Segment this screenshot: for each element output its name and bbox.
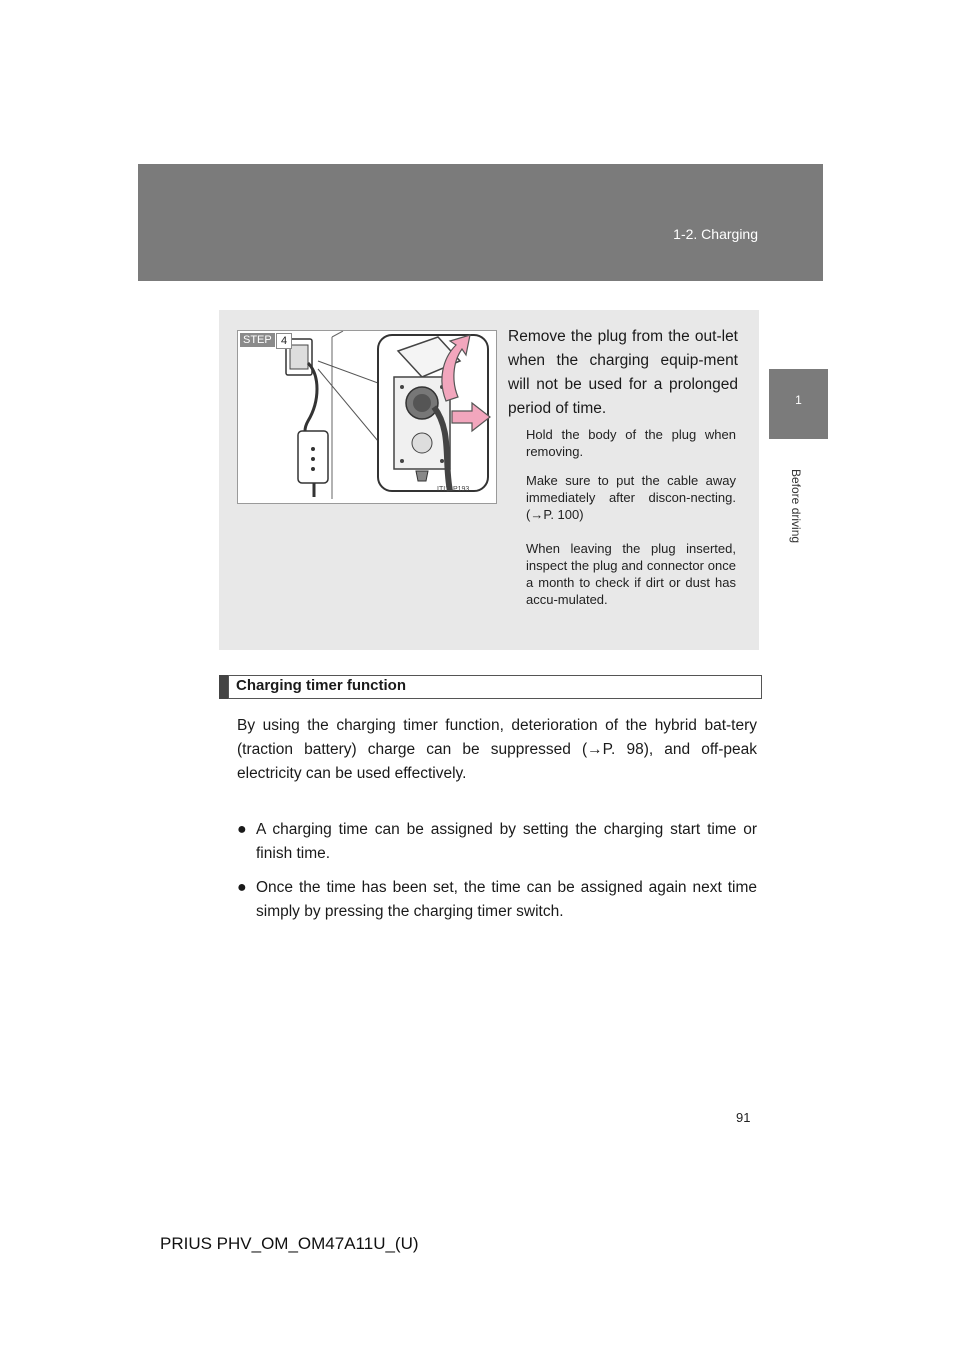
bullet-icon: ●: [237, 821, 247, 838]
step-note: Hold the body of the plug when removing.: [526, 427, 736, 459]
header-band: [138, 164, 823, 281]
list-item: [237, 876, 757, 924]
heading-accent: [219, 675, 228, 699]
bullet-icon: ●: [237, 879, 247, 896]
body-paragraph: By using the charging timer function, deterioration of the hybrid bat-tery (traction battery) charge can be suppressed (→P. 98), and off-peak electricity can be used effectively.: [237, 717, 757, 782]
step-instruction: Remove the plug from the out-let when the charging equip-ment will not be used for a prolonged period of time.: [508, 328, 738, 417]
step-note: When leaving the plug inserted, inspect the plug and connector once a month to check if dirt or dust has accu-mulated.: [526, 541, 736, 607]
outlet-plug-diagram: [238, 331, 496, 503]
chapter-label-wrap: [788, 450, 804, 570]
step-number: 4: [276, 333, 292, 349]
chapter-number: 1: [795, 393, 802, 407]
outlet-illustration: [237, 330, 497, 504]
list-item: [237, 818, 757, 866]
chapter-label: Before driving: [789, 469, 803, 544]
list-item-text: A charging time can be assigned by setting the charging start time or finish time.: [256, 821, 757, 862]
list-item-text: Once the time has been set, the time can be assigned again next time simply by pressing the charging timer switch.: [256, 879, 757, 920]
step-note: Make sure to put the cable away immediately after discon-necting. (→P. 100): [526, 473, 736, 522]
section-title: 1-2. Charging: [673, 226, 758, 242]
page-number: 91: [736, 1110, 751, 1125]
section-heading: Charging timer function: [236, 677, 406, 694]
figure-code: ITI12P193: [437, 486, 470, 493]
footer-code: PRIUS PHV_OM_OM47A11U_(U): [160, 1234, 419, 1253]
step-label: STEP: [240, 333, 275, 347]
